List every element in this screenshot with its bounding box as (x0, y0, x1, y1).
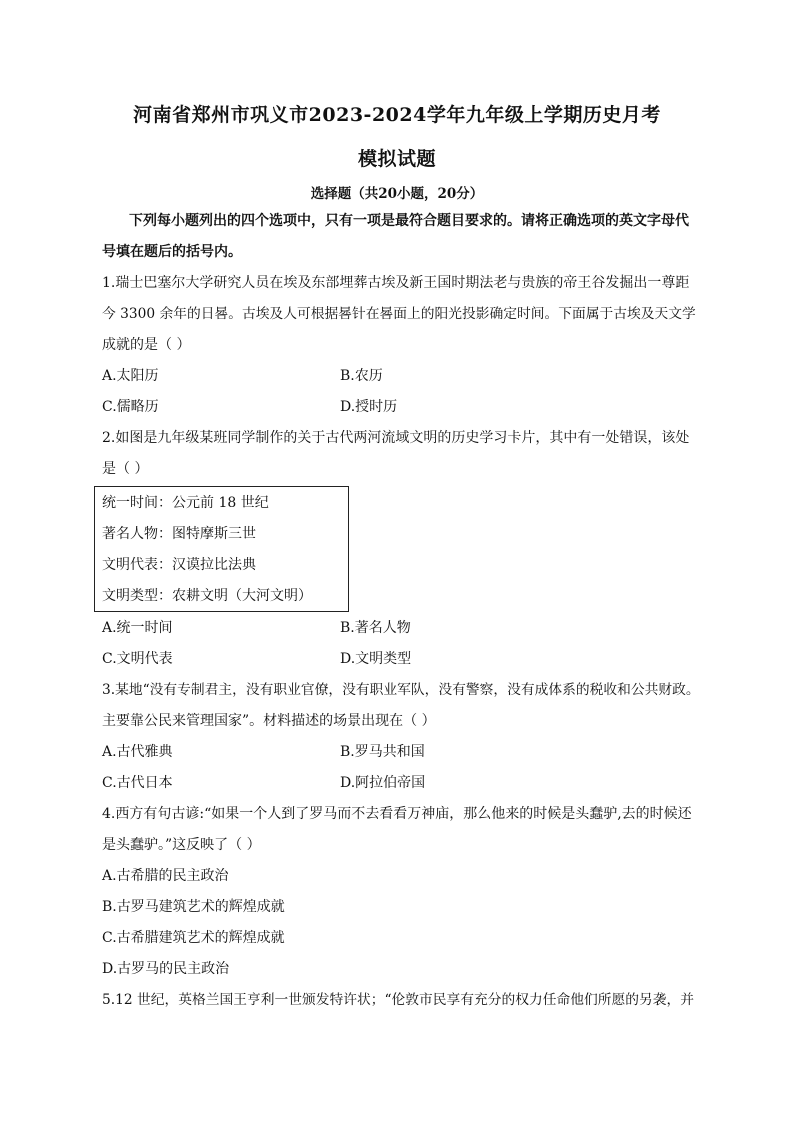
q2-option-b: B.著名人物 (340, 620, 411, 636)
q1-stem-line-3: 成就的是（ ） (102, 337, 191, 353)
card-row-civilization-type: 文明类型：农耕文明（大河文明） (102, 588, 312, 604)
q4-stem-line-2: 是头蠢驴。”这反映了（ ） (102, 837, 261, 853)
history-study-card (94, 486, 349, 612)
q2-stem-line-1: 2.如图是九年级某班同学制作的关于古代两河流域文明的历史学习卡片，其中有一处错误，该处 (102, 430, 690, 446)
q1-stem-line-1: 1.瑞士巴塞尔大学研究人员在埃及东部埋葬古埃及新王国时期法老与贵族的帝王谷发掘出一尊距 (102, 275, 690, 291)
section-heading: 选择题（共20小题，20分） (310, 186, 484, 202)
q4-option-d: D.古罗马的民主政治 (102, 961, 230, 977)
q3-option-c: C.古代日本 (102, 775, 173, 791)
q1-option-b: B.农历 (340, 368, 383, 384)
q2-option-d: D.文明类型 (340, 651, 412, 667)
q2-stem-line-2: 是（ ） (102, 461, 149, 477)
q2-option-c: C.文明代表 (102, 651, 173, 667)
instruction-line-2: 号填在题后的括号内。 (102, 244, 242, 260)
exam-subtitle: 模拟试题 (357, 148, 436, 170)
q5-stem-line-1: 5.12 世纪，英格兰国王亨利一世颁发特许状；“伦敦市民享有充分的权力任命他们所愿的另袭，并 (102, 992, 695, 1008)
q1-option-a: A.太阳历 (102, 368, 159, 384)
card-row-unify-time: 统一时间：公元前 18 世纪 (102, 495, 269, 511)
q3-option-d: D.阿拉伯帝国 (340, 775, 426, 791)
q3-option-a: A.古代雅典 (102, 744, 173, 760)
q4-option-b: B.古罗马建筑艺术的辉煌成就 (102, 899, 285, 915)
q1-stem-line-2: 今 3300 余年的日晷。古埃及人可根据晷针在晷面上的阳光投影确定时间。下面属于古埃及天文学 (102, 306, 696, 322)
q3-stem-line-2: 主要靠公民来管理国家”。材料描述的场景出现在（ ） (102, 713, 436, 729)
card-row-civilization-representative: 文明代表：汉谟拉比法典 (102, 557, 256, 573)
exam-title: 河南省郑州市巩义市2023-2024学年九年级上学期历史月考 (133, 104, 661, 126)
q4-option-a: A.古希腊的民主政治 (102, 868, 229, 884)
q3-option-b: B.罗马共和国 (340, 744, 425, 760)
instruction-line-1: 下列每小题列出的四个选项中，只有一项是最符合题目要求的。请将正确选项的英文字母代 (129, 213, 689, 229)
q3-stem-line-1: 3.某地“没有专制君主，没有职业官僚，没有职业军队，没有警察，没有成体系的税收和公共财政。 (102, 682, 700, 698)
q2-option-a: A.统一时间 (102, 620, 173, 636)
q1-option-c: C.儒略历 (102, 399, 159, 415)
q4-stem-line-1: 4.西方有句古谚:“如果一个人到了罗马而不去看看万神庙，那么他来的时候是头蠢驴,去的时候还 (102, 806, 692, 822)
q4-option-c: C.古希腊建筑艺术的辉煌成就 (102, 930, 285, 946)
q1-option-d: D.授时历 (340, 399, 398, 415)
card-row-famous-person: 著名人物：图特摩斯三世 (102, 526, 256, 542)
